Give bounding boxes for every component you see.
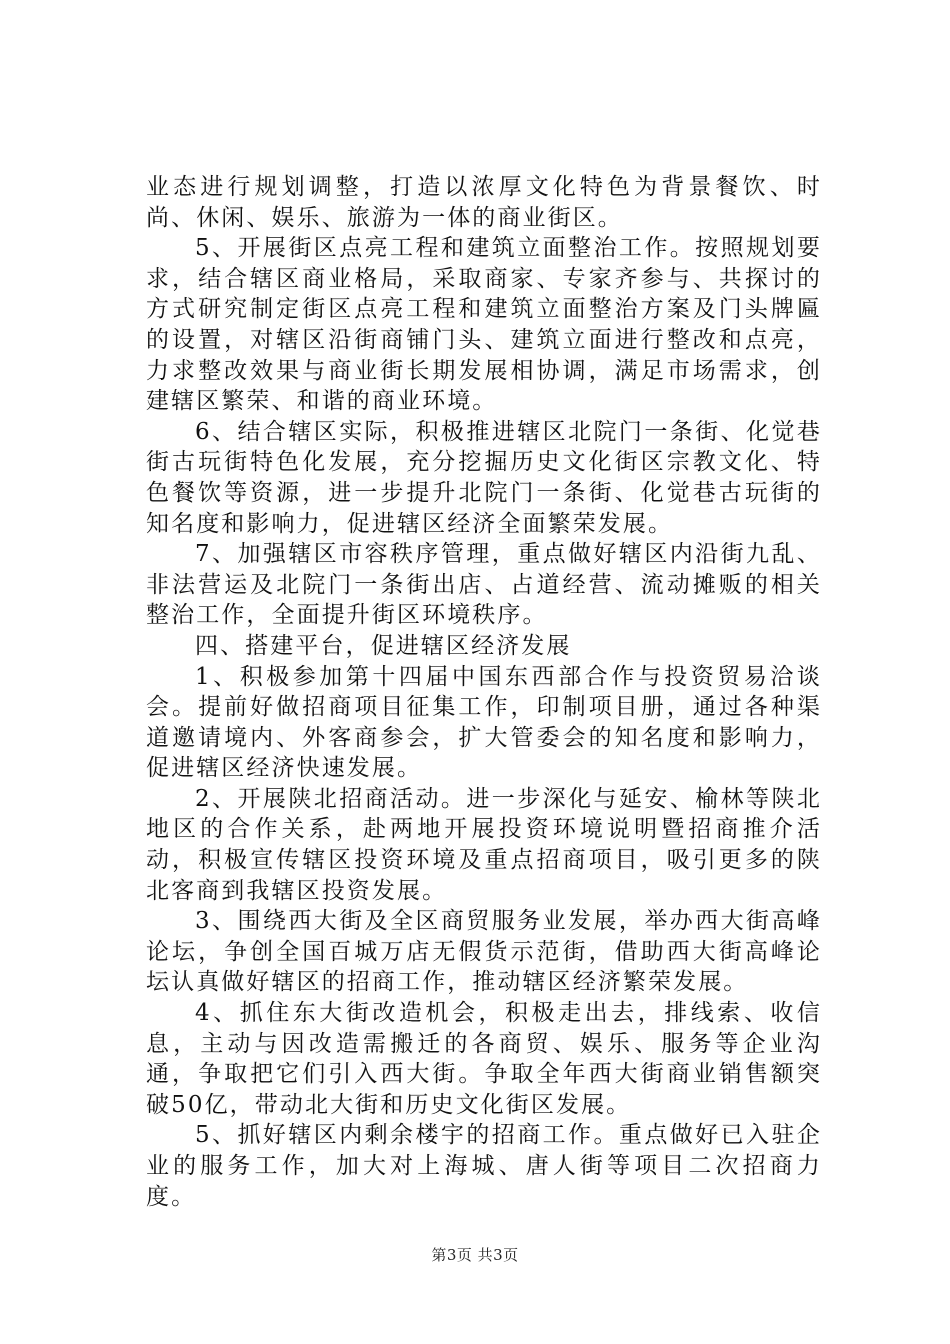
paragraph: 4、抓住东大街改造机会，积极走出去，排线索、收信息，主动与因改造需搬迁的各商贸、娱乐、服务等企业沟通，争取把它们引入西大街。争取全年西大街商业销售额突破50亿，带动北大街和历史文化街区发展。 [146,1000,822,1118]
section-heading: 四、搭建平台，促进辖区经济发展 [195,632,572,659]
paragraph: 3、围绕西大街及全区商贸服务业发展，举办西大街高峰论坛，争创全国百城万店无假货示范街，借助西大街高峰论坛认真做好辖区的招商工作，推动辖区经济繁荣发展。 [146,908,822,996]
paragraph: 6、结合辖区实际，积极推进辖区北院门一条街、化觉巷街古玩街特色化发展，充分挖掘历史文化街区宗教文化、特色餐饮等资源，进一步提升北院门一条街、化觉巷古玩街的知名度和影响力，促进辖区经济全面繁荣发展。 [146,418,822,537]
paragraph: 2、开展陕北招商活动。进一步深化与延安、榆林等陕北地区的合作关系，赴两地开展投资环境说明暨招商推介活动，积极宣传辖区投资环境及重点招商项目，吸引更多的陕北客商到我辖区投资发展。 [146,785,822,904]
paragraph: 1、积极参加第十四届中国东西部合作与投资贸易洽谈会。提前好做招商项目征集工作，印制项目册，通过各种渠道邀请境内、外客商参会，扩大管委会的知名度和影响力，促进辖区经济快速发展。 [146,663,822,782]
paragraph: 业态进行规划调整，打造以浓厚文化特色为背景餐饮、时尚、休闲、娱乐、旅游为一体的商业街区。 [146,174,822,231]
paragraph: 7、加强辖区市容秩序管理，重点做好辖区内沿街九乱、非法营运及北院门一条街出店、占道经营、流动摊贩的相关整治工作，全面提升街区环境秩序。 [146,541,822,629]
document-body [146,172,822,1212]
paragraph: 5、抓好辖区内剩余楼宇的招商工作。重点做好已入驻企业的服务工作，加大对上海城、唐人街等项目二次招商力度。 [146,1122,822,1210]
paragraph: 5、开展街区点亮工程和建筑立面整治工作。按照规划要求，结合辖区商业格局，采取商家、专家齐参与、共探讨的方式研究制定街区点亮工程和建筑立面整治方案及门头牌匾的设置，对辖区沿街商铺门头、建筑立面进行整改和点亮，力求整改效果与商业街长期发展相协调，满足市场需求，创建辖区繁荣、和谐的商业环境。 [146,235,822,415]
page-number-label: 第3页 共3页 [431,1246,519,1264]
page-footer [0,1244,950,1265]
